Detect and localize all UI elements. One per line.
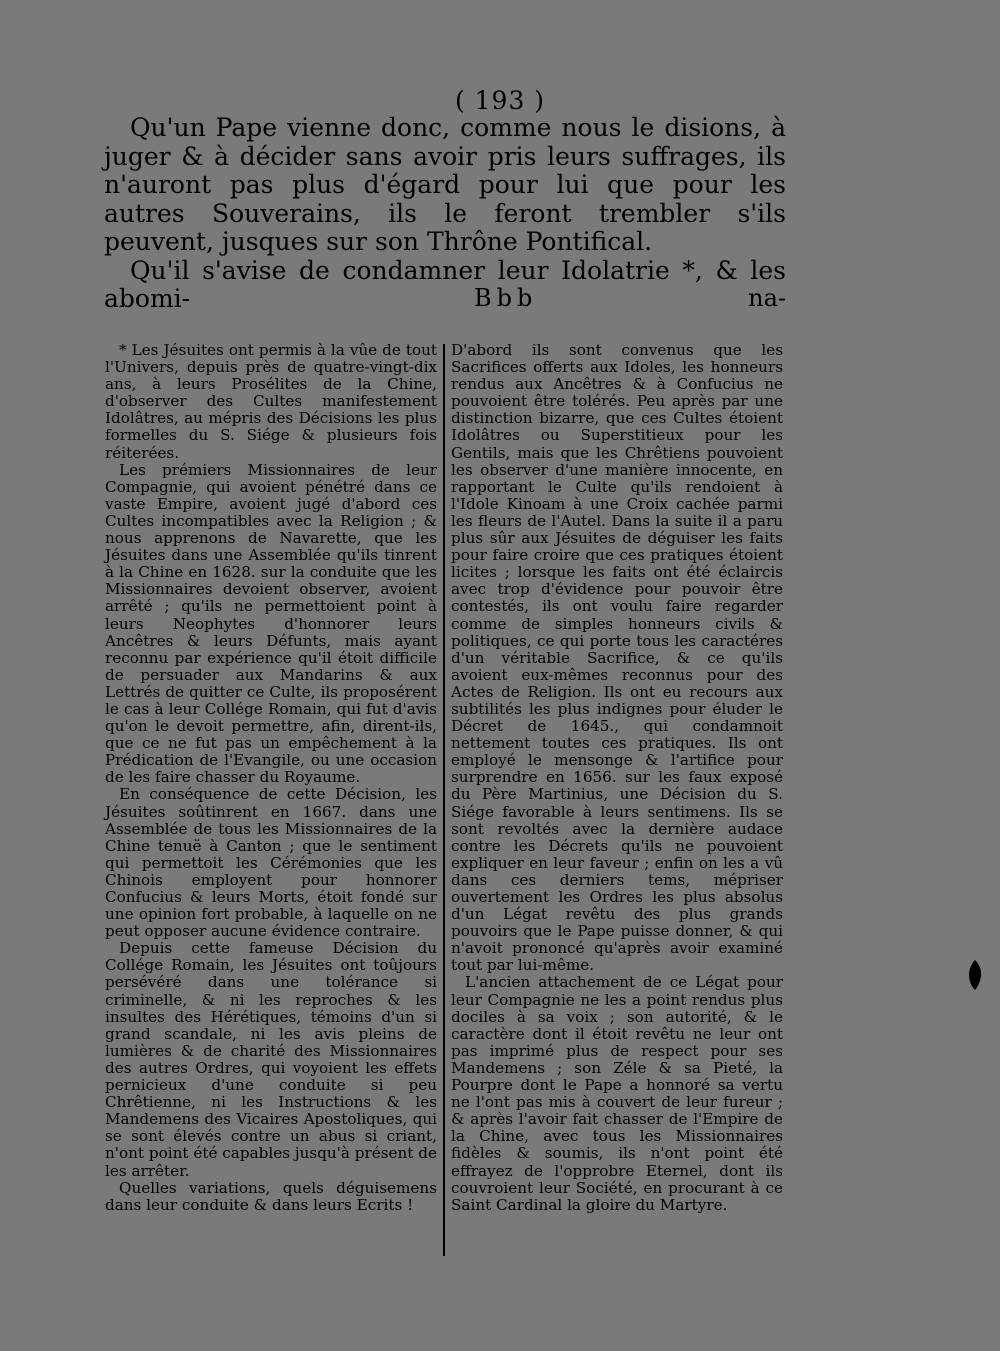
footnote-paragraph: En conséquence de cette Décision, les Jésuites soûtinrent en 1667. dans une Assemblée de tous les Missionnaires de la Chine tenuë à Canton ; que le sentiment qui permettoit les Cérémonies que les Chinois employent pour honnorer Confucius & leurs Morts, étoit fondé sur une opinion fort probable, à laquelle on ne peut opposer aucune évidence contraire. [105, 785, 437, 941]
page-number: ( 193 ) [454, 86, 546, 115]
main-paragraph: Qu'un Pape vienne donc, comme nous le disions, à juger & à décider sans avoir pris leurs suffrages, ils n'auront pas plus d'égard pour lui que pour les autres Souverains, ils le feront trembler s'ils peuvent, jusques sur son Thrône Pontifical. [104, 113, 786, 256]
signature-mark: Bbb [474, 284, 538, 312]
main-paragraph: Qu'il s'avise de condamner leur Idolatrie *, & les abomi- [104, 255, 786, 313]
catchword: na- [748, 284, 786, 312]
footnote-right-column [451, 342, 783, 1214]
footnote-paragraph: L'ancien attachement de ce Légat pour leur Compagnie ne les a point rendus plus dociles à sa voix ; son autorité, & le caractère dont il étoit revêtu ne leur ont pas imprimé plus de respect pour ses Mandemens ; son Zéle & sa Pieté, la Pourpre dont le Pape a honnoré sa vertu ne l'ont pas mis à couvert de leur fureur ; & après l'avoir fait chasser de l'Empire de la Chine, avec tous les Missionnaires fidèles & soumis, ils n'ont point été effrayez de l'opprobre Eternel, dont ils couvroient leur Société, en procurant à ce Saint Cardinal la gloire du Martyre. [451, 973, 783, 1214]
footnote-paragraph: * Les Jésuites ont permis à la vûe de tout l'Univers, depuis près de quatre-vingt-dix ans, à leurs Prosélites de la Chine, d'observer des Cultes manifestement Idolâtres, au mépris des Décisions les plus formelles du S. Siége & plusieurs fois réiterées. [105, 341, 437, 462]
footnote-left-column [105, 342, 437, 1214]
footnote-paragraph: D'abord ils sont convenus que les Sacrifices offerts aux Idoles, les honneurs rendus aux Ancêtres & à Confucius ne pouvoient être tolérés. Peu après par une distinction bizarre, que ces Cultes étoient Idolâtres ou Superstitieux pour les Gentils, mais que les Chrêtiens pouvoient les observer d'une manière innocente, en rapportant le Culte qu'ils rendoient à l'Idole Kinoam à une Croix cachée parmi les fleurs de l'Autel. Dans la suite il a paru plus sûr aux Jésuites de déguiser les faits pour faire croire que ces pratiques étoient licites ; lorsque les faits ont été éclaircis avec trop d'évidence pour pouvoir être contestés, ils ont voulu faire regarder comme de simples honneurs civils & politiques, ce qui porte tous les caractéres d'un véritable Sacrifice, & ce qu'ils avoient eux-mêmes reconnus pour des Actes de Religion. Ils ont eu recours aux subtilités les plus indignes pour éluder le Décret de 1645., qui condamnoit nettement toutes ces pratiques. Ils ont employé le mensonge & l'artifice pour surprendre en 1656. sur les faux exposé du Père Martinius, une Décision du S. Siége favorable à leurs sentimens. Ils se sont revoltés avec la dernière audace contre les Décrets qu'ils ne pouvoient expliquer en leur faveur ; enfin on les a vû dans ces derniers tems, mépriser ouvertement les Ordres les plus absolus d'un Légat revêtu des plus grands pouvoirs que le Pape puisse donner, & qui n'avoit prononcé qu'après avoir examiné tout par lui-même. [451, 341, 783, 975]
column-rule [443, 344, 445, 1256]
footnote-paragraph: Les prémiers Missionnaires de leur Compagnie, qui avoient pénétré dans ce vaste Empire, avoient jugé d'abord ces Cultes incompatibles avec la Religion ; & nous apprenons de Navarette, que les Jésuites dans une Assemblée qu'ils tinrent à la Chine en 1628. sur la conduite que les Missionnaires devoient observer, avoient arrêté ; qu'ils ne permettoient point à leurs Neophytes d'honnorer leurs Ancêtres & leurs Défunts, mais ayant reconnu par expérience qu'il étoit difficile de persuader aux Mandarins & aux Lettrés de quitter ce Culte, ils proposérent le cas à leur Collége Romain, qui fut d'avis qu'on le devoit permettre, afin, dirent-ils, que ce ne fut pas un empêchement à la Prédication de l'Evangile, ou une occasion de les faire chasser du Royaume. [105, 460, 437, 787]
signature-line [104, 284, 786, 312]
footnote-paragraph: Depuis cette fameuse Décision du Collége Romain, les Jésuites ont toûjours persévéré dans une tolérance si criminelle, & ni les reproches & les insultes des Hérétiques, témoins d'un si grand scandale, ni les avis pleins de lumières & de charité des Missionnaires des autres Ordres, qui voyoient les effets pernicieux d'une conduite si peu Chrêtienne, ni les Instructions & les Mandemens des Vicaires Apostoliques, qui se sont élevés contre un abus si criant, n'ont point été capables jusqu'à présent de les arrêter. [105, 939, 437, 1180]
ink-blot-icon [968, 960, 982, 990]
footnote-paragraph: Quelles variations, quels déguisemens dans leur conduite & dans leurs Ecrits ! [105, 1178, 437, 1214]
